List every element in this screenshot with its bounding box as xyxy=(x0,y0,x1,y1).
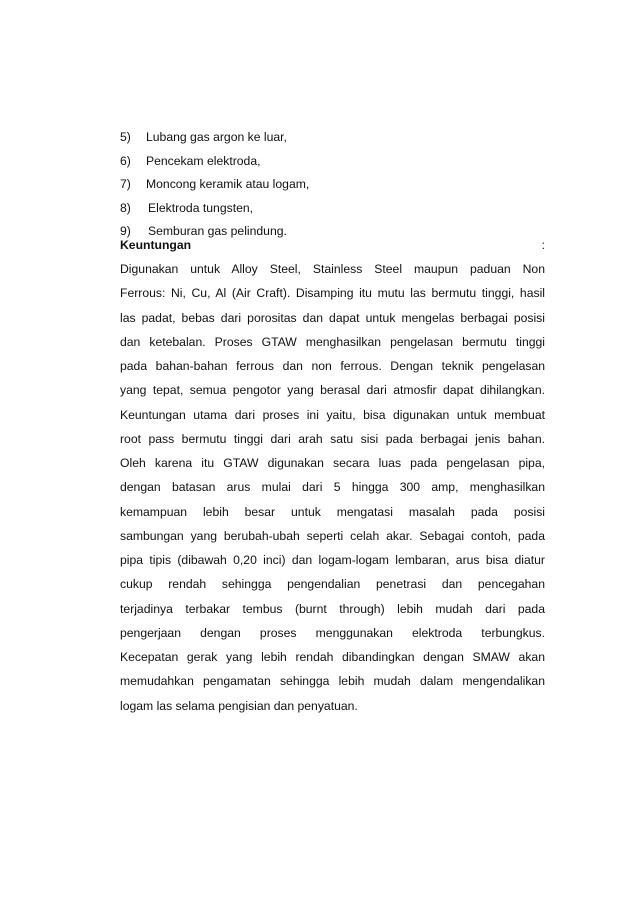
paragraph-line: root pass bermutu tinggi dari arah satu sisi pada berbagai jenis bahan. xyxy=(120,431,545,446)
paragraph-line: dengan batasan arus mulai dari 5 hingga 300 amp, menghasilkan xyxy=(120,480,545,495)
list-item-text: Pencekam elektroda, xyxy=(146,153,261,168)
list-item-number: 5) xyxy=(120,130,131,144)
paragraph-line: Keuntungan utama dari proses ini yaitu, bisa digunakan untuk membuat xyxy=(120,407,545,422)
paragraph-line: kemampuan lebih besar untuk mengatasi masalah pada posisi xyxy=(120,504,545,519)
list-item xyxy=(120,126,540,150)
section-heading-row xyxy=(120,233,545,257)
paragraph-line: Kecepatan gerak yang lebih rendah dibandingkan dengan SMAW akan xyxy=(120,650,545,664)
numbered-list xyxy=(120,126,540,244)
list-item xyxy=(120,173,540,197)
list-item-text: Semburan gas pelindung. xyxy=(148,224,287,238)
paragraph-line: las padat, bebas dari porositas dan dapat untuk mengelas berbagai posisi xyxy=(120,310,545,325)
paragraph-line: cukup rendah sehingga pengendalian penetrasi dan pencegahan xyxy=(120,577,545,592)
paragraph-line: sambungan yang berubah-ubah seperti celah akar. Sebagai contoh, pada xyxy=(120,528,545,543)
list-item-number: 7) xyxy=(120,177,131,191)
paragraph-line: terjadinya terbakar tembus (burnt through) lebih mudah dari pada xyxy=(120,601,545,616)
paragraph-line: pipa tipis (dibawah 0,20 inci) dan logam-logam lembaran, arus bisa diatur xyxy=(120,553,545,567)
paragraph-line: yang tepat, semua pengotor yang berasal dari atmosfir dapat dihilangkan. xyxy=(120,383,545,398)
list-item-text: Lubang gas argon ke luar, xyxy=(146,130,287,144)
list-item xyxy=(120,150,540,174)
paragraph-line: pada bahan-bahan ferrous dan non ferrous. Dengan teknik pengelasan xyxy=(120,359,545,373)
body-paragraph xyxy=(120,257,545,718)
paragraph-line: dan ketebalan. Proses GTAW menghasilkan pengelasan bermutu tinggi xyxy=(120,334,545,349)
list-item-number: 9) xyxy=(120,224,131,238)
list-item xyxy=(120,197,540,221)
paragraph-line: pengerjaan dengan proses menggunakan elektroda terbungkus. xyxy=(120,625,545,640)
list-item-text: Moncong keramik atau logam, xyxy=(146,177,310,191)
list-item-text: Elektroda tungsten, xyxy=(148,200,254,215)
list-item-number: 8) xyxy=(120,200,131,215)
list-item-number: 6) xyxy=(120,153,131,168)
paragraph-line: Digunakan untuk Alloy Steel, Stainless Steel maupun paduan Non xyxy=(120,262,545,276)
section-heading: Keuntungan xyxy=(120,238,192,252)
paragraph-line: logam las selama pengisian dan penyatuan. xyxy=(120,698,358,713)
paragraph-line: Ferrous: Ni, Cu, Al (Air Craft). Disamping itu mutu las bermutu tinggi, hasil xyxy=(120,286,545,301)
section-heading-colon: : xyxy=(541,238,545,252)
paragraph-line: memudahkan pengamatan sehingga lebih mudah dalam mengendalikan xyxy=(120,674,545,689)
paragraph-line: Oleh karena itu GTAW digunakan secara luas pada pengelasan pipa, xyxy=(120,456,545,470)
